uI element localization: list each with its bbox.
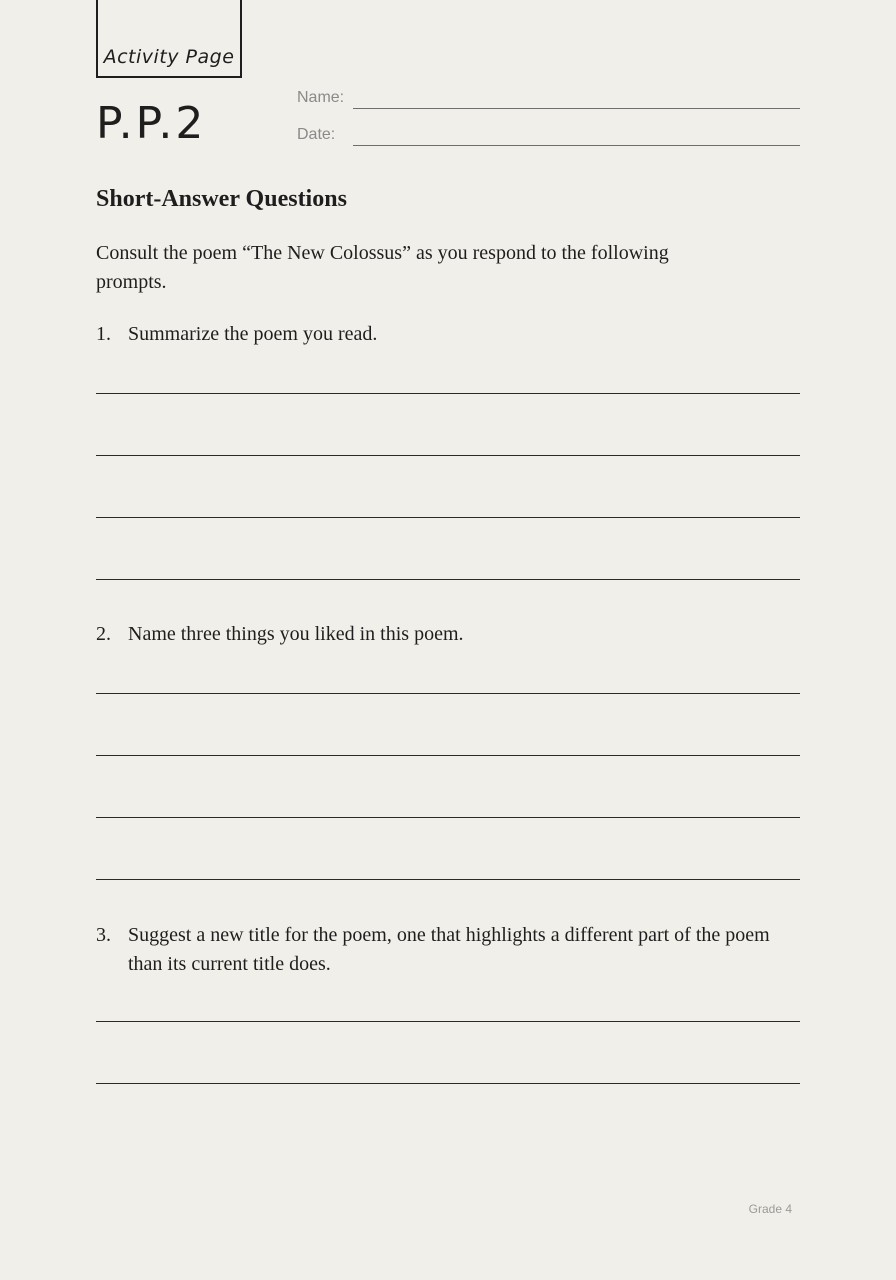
name-line <box>353 108 800 109</box>
name-label: Name: <box>297 89 345 106</box>
question-text: Suggest a new title for the poem, one that highlights a different part of the poem than its current title does. <box>128 924 770 975</box>
date-line <box>353 145 800 146</box>
question-number: 2. <box>96 623 111 645</box>
question-1 <box>96 320 796 349</box>
answer-line-2-2[interactable] <box>96 755 800 756</box>
answer-line-2-3[interactable] <box>96 817 800 818</box>
question-text: Name three things you liked in this poem. <box>128 623 464 645</box>
date-label: Date: <box>297 126 336 143</box>
answer-line-2-1[interactable] <box>96 693 800 694</box>
answer-line-1-2[interactable] <box>96 455 800 456</box>
date-field[interactable] <box>297 126 800 150</box>
answer-line-2-4[interactable] <box>96 879 800 880</box>
answer-line-1-4[interactable] <box>96 579 800 580</box>
answer-line-3-2[interactable] <box>96 1083 800 1084</box>
question-text: Summarize the poem you read. <box>128 323 378 345</box>
page-code: P.P.2 <box>96 98 207 149</box>
activity-page-tab <box>96 0 242 78</box>
question-2 <box>96 620 796 649</box>
section-title: Short-Answer Questions <box>96 186 347 212</box>
activity-page-label: Activity Page <box>103 46 235 68</box>
answer-line-1-1[interactable] <box>96 393 800 394</box>
answer-line-1-3[interactable] <box>96 517 800 518</box>
question-number: 3. <box>96 924 111 946</box>
question-3 <box>96 921 796 979</box>
instructions: Consult the poem “The New Colossus” as you respond to the following prompts. <box>96 242 669 293</box>
answer-line-3-1[interactable] <box>96 1021 800 1022</box>
name-field[interactable] <box>297 89 800 113</box>
grade-footer: Grade 4 <box>748 1202 792 1216</box>
question-number: 1. <box>96 323 111 345</box>
